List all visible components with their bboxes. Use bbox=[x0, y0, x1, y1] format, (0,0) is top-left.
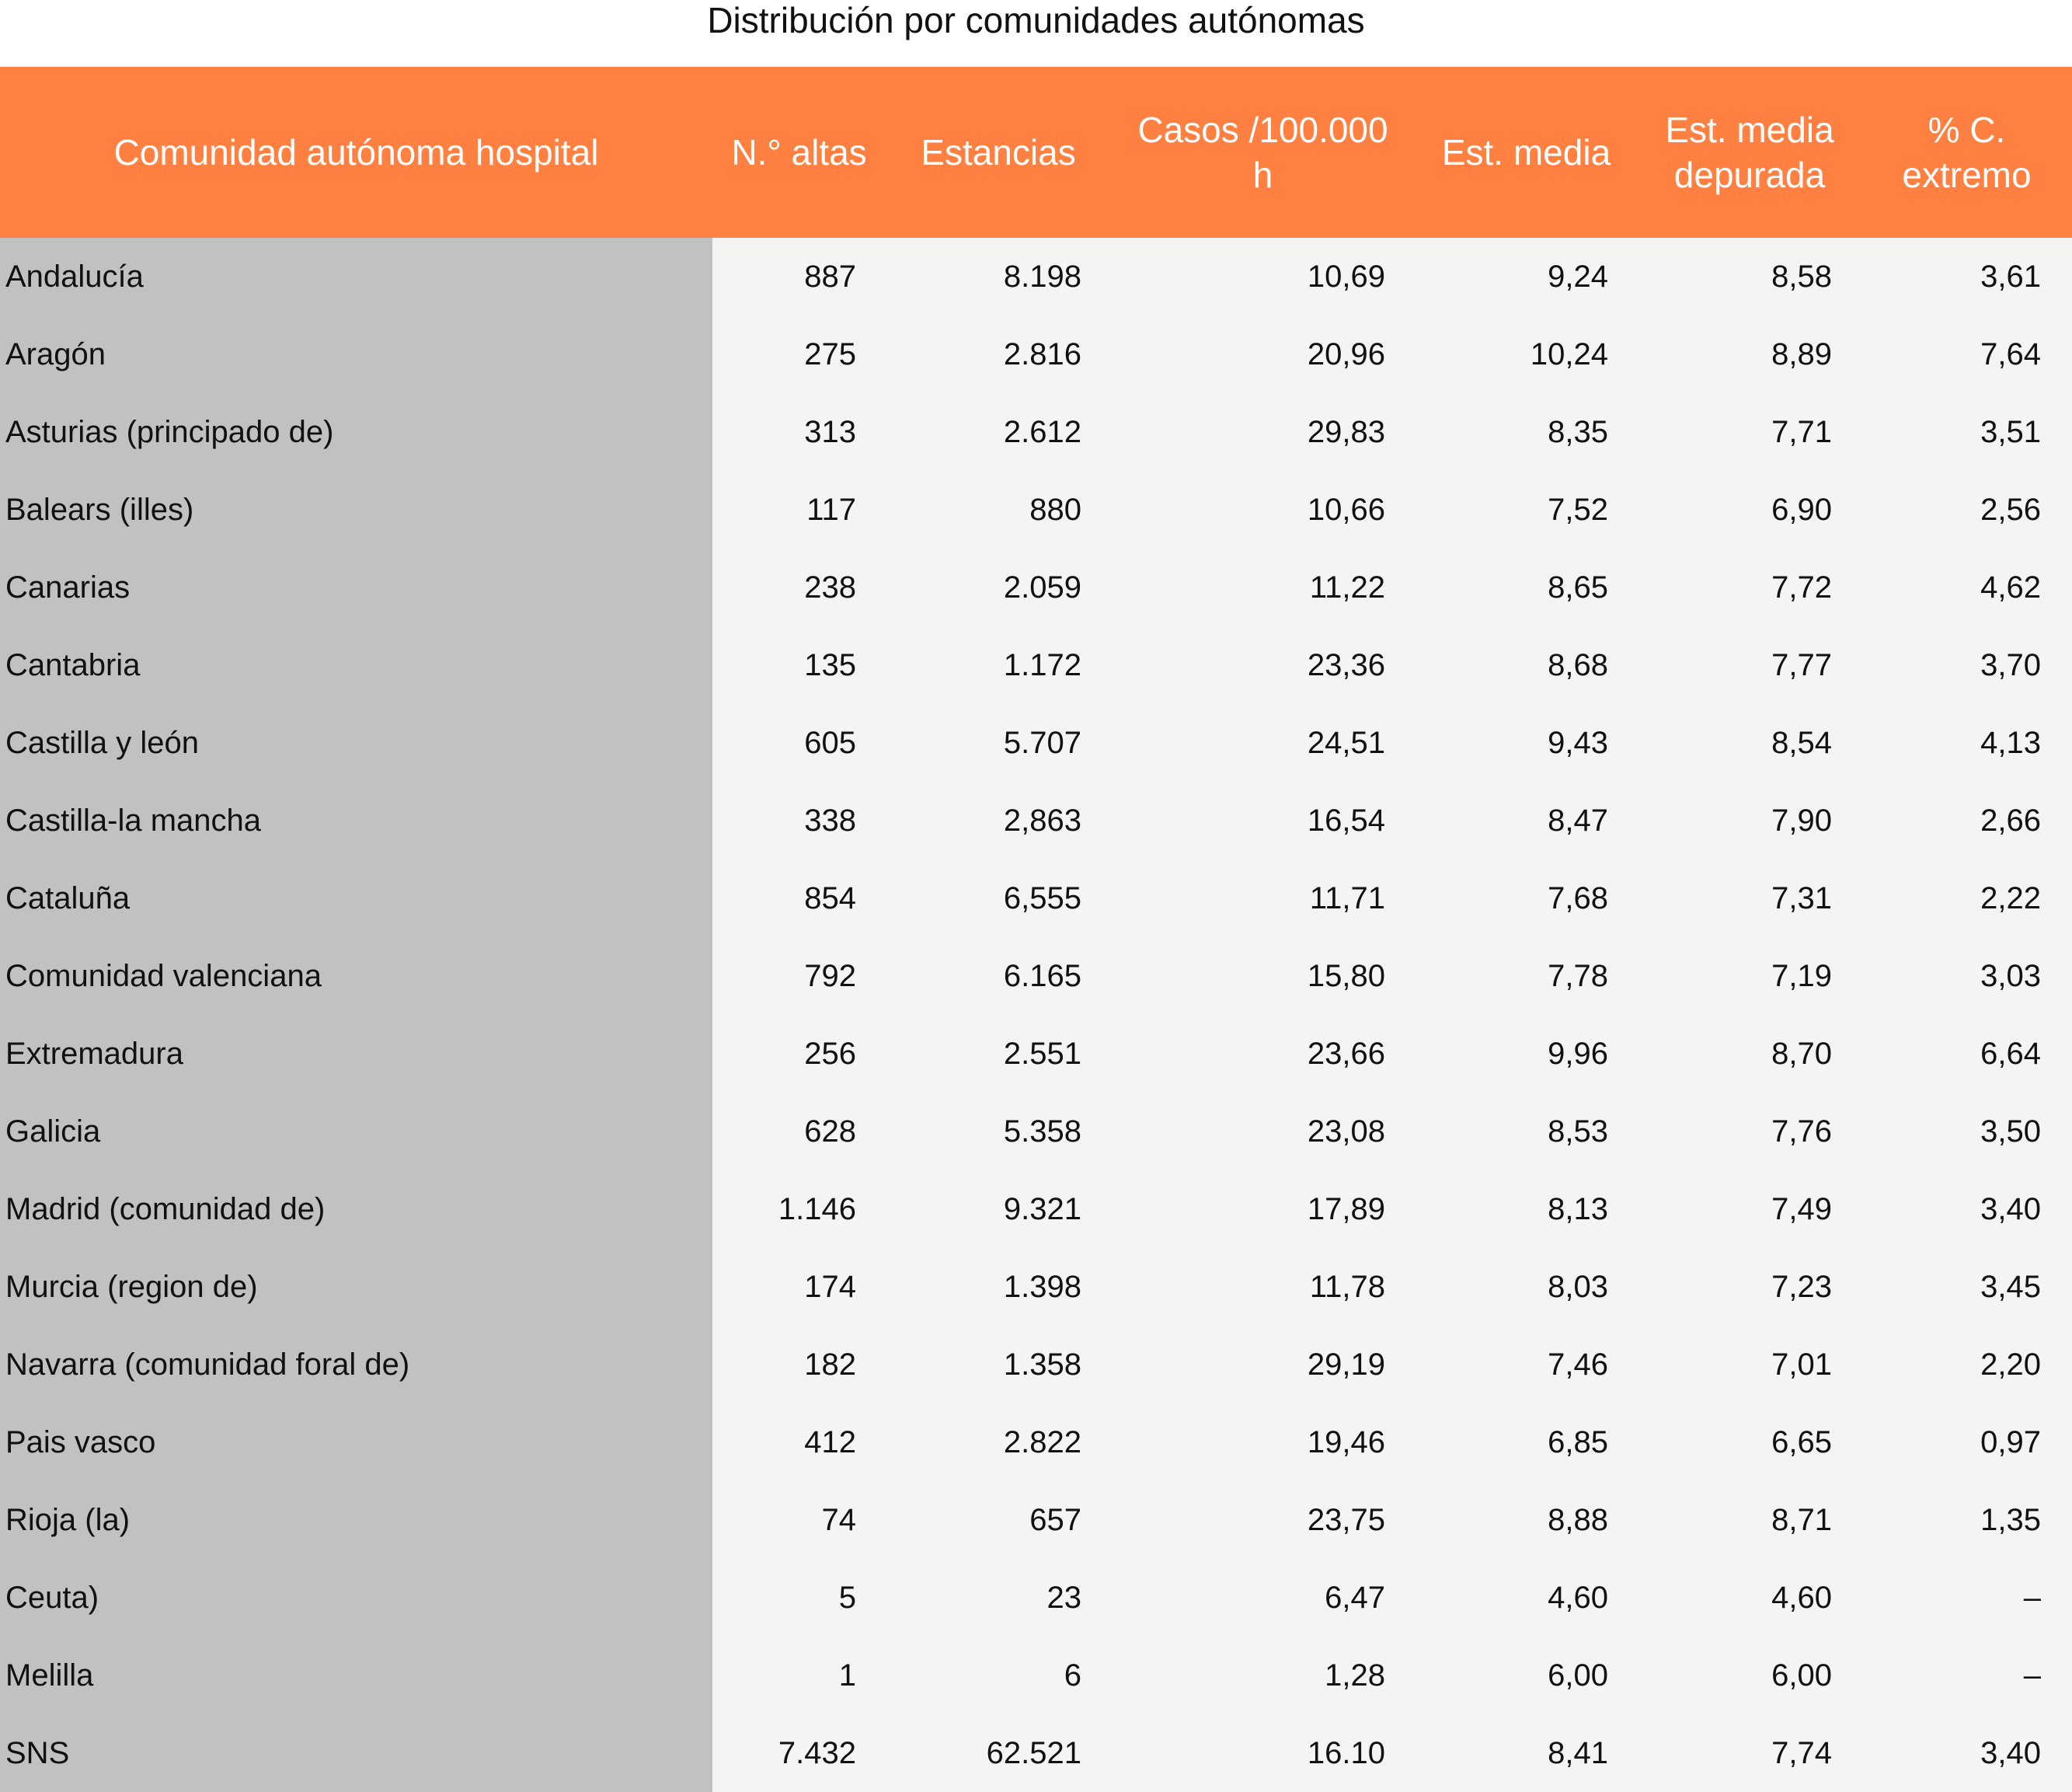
cell-estancias: 1.398 bbox=[886, 1248, 1111, 1326]
cell-casos: 20,96 bbox=[1111, 316, 1415, 393]
cell-estancias: 2.816 bbox=[886, 316, 1111, 393]
cell-region: Castilla y león bbox=[0, 704, 712, 782]
cell-estancias: 23 bbox=[886, 1559, 1111, 1637]
cell-region: Aragón bbox=[0, 316, 712, 393]
cell-altas: 412 bbox=[712, 1403, 886, 1481]
cell-altas: 338 bbox=[712, 782, 886, 859]
cell-region: Canarias bbox=[0, 549, 712, 626]
cell-region: Rioja (la) bbox=[0, 1481, 712, 1559]
table-row bbox=[0, 1637, 2072, 1714]
cell-altas: 854 bbox=[712, 859, 886, 937]
cell-altas: 313 bbox=[712, 393, 886, 471]
cell-est-media: 7,46 bbox=[1415, 1326, 1638, 1403]
cell-estancias: 1.358 bbox=[886, 1326, 1111, 1403]
cell-est-media-depurada: 7,90 bbox=[1638, 782, 1861, 859]
cell-region: Extremadura bbox=[0, 1015, 712, 1093]
table-row bbox=[0, 1093, 2072, 1170]
cell-casos: 23,36 bbox=[1111, 626, 1415, 704]
cell-est-media-depurada: 7,49 bbox=[1638, 1170, 1861, 1248]
cell-casos: 15,80 bbox=[1111, 937, 1415, 1015]
cell-region: Comunidad valenciana bbox=[0, 937, 712, 1015]
table-row bbox=[0, 704, 2072, 782]
cell-estancias: 2.822 bbox=[886, 1403, 1111, 1481]
cell-extremo: 3,50 bbox=[1861, 1093, 2072, 1170]
cell-extremo: 1,35 bbox=[1861, 1481, 2072, 1559]
cell-altas: 605 bbox=[712, 704, 886, 782]
table-row bbox=[0, 1403, 2072, 1481]
cell-est-media: 8,13 bbox=[1415, 1170, 1638, 1248]
table-row bbox=[0, 626, 2072, 704]
table-row bbox=[0, 1248, 2072, 1326]
cell-estancias: 5.707 bbox=[886, 704, 1111, 782]
cell-casos: 23,75 bbox=[1111, 1481, 1415, 1559]
header-extremo: % C. extremo bbox=[1902, 110, 2032, 195]
cell-region: Pais vasco bbox=[0, 1403, 712, 1481]
table-row bbox=[0, 471, 2072, 549]
cell-est-media: 8,47 bbox=[1415, 782, 1638, 859]
cell-region: Cantabria bbox=[0, 626, 712, 704]
cell-est-media: 6,85 bbox=[1415, 1403, 1638, 1481]
cell-extremo: 3,61 bbox=[1861, 238, 2072, 316]
cell-estancias: 2.059 bbox=[886, 549, 1111, 626]
cell-est-media: 7,52 bbox=[1415, 471, 1638, 549]
cell-casos: 29,19 bbox=[1111, 1326, 1415, 1403]
table-row bbox=[0, 1170, 2072, 1248]
cell-altas: 135 bbox=[712, 626, 886, 704]
cell-casos: 11,71 bbox=[1111, 859, 1415, 937]
cell-region: Navarra (comunidad foral de) bbox=[0, 1326, 712, 1403]
cell-estancias: 2.551 bbox=[886, 1015, 1111, 1093]
header-casos: Casos /100.000 h bbox=[1137, 110, 1388, 195]
cell-region: Melilla bbox=[0, 1637, 712, 1714]
cell-casos: 17,89 bbox=[1111, 1170, 1415, 1248]
cell-estancias: 2.612 bbox=[886, 393, 1111, 471]
table-row bbox=[0, 1015, 2072, 1093]
cell-est-media-depurada: 6,90 bbox=[1638, 471, 1861, 549]
cell-est-media-depurada: 6,65 bbox=[1638, 1403, 1861, 1481]
table-row bbox=[0, 1714, 2072, 1792]
cell-est-media-depurada: 8,70 bbox=[1638, 1015, 1861, 1093]
cell-extremo: 3,45 bbox=[1861, 1248, 2072, 1326]
table-row bbox=[0, 1559, 2072, 1637]
cell-est-media: 9,96 bbox=[1415, 1015, 1638, 1093]
cell-est-media: 9,24 bbox=[1415, 238, 1638, 316]
cell-est-media: 9,43 bbox=[1415, 704, 1638, 782]
cell-extremo: 2,56 bbox=[1861, 471, 2072, 549]
cell-altas: 174 bbox=[712, 1248, 886, 1326]
cell-est-media: 7,68 bbox=[1415, 859, 1638, 937]
cell-est-media-depurada: 7,72 bbox=[1638, 549, 1861, 626]
cell-altas: 7.432 bbox=[712, 1714, 886, 1792]
table-row bbox=[0, 393, 2072, 471]
cell-altas: 1.146 bbox=[712, 1170, 886, 1248]
cell-extremo: 3,51 bbox=[1861, 393, 2072, 471]
table-row bbox=[0, 859, 2072, 937]
cell-extremo: 4,62 bbox=[1861, 549, 2072, 626]
table-body bbox=[0, 238, 2072, 1792]
header-altas: N.° altas bbox=[731, 132, 867, 173]
cell-est-media: 8,03 bbox=[1415, 1248, 1638, 1326]
cell-est-media-depurada: 7,23 bbox=[1638, 1248, 1861, 1326]
cell-altas: 256 bbox=[712, 1015, 886, 1093]
table-row bbox=[0, 238, 2072, 316]
cell-altas: 238 bbox=[712, 549, 886, 626]
cell-casos: 23,66 bbox=[1111, 1015, 1415, 1093]
cell-est-media: 8,53 bbox=[1415, 1093, 1638, 1170]
cell-est-media-depurada: 8,54 bbox=[1638, 704, 1861, 782]
cell-est-media-depurada: 7,74 bbox=[1638, 1714, 1861, 1792]
cell-estancias: 6.165 bbox=[886, 937, 1111, 1015]
cell-extremo: – bbox=[1861, 1559, 2072, 1637]
table-row bbox=[0, 316, 2072, 393]
cell-estancias: 1.172 bbox=[886, 626, 1111, 704]
cell-region: Balears (illes) bbox=[0, 471, 712, 549]
cell-extremo: 3,70 bbox=[1861, 626, 2072, 704]
cell-extremo: 2,66 bbox=[1861, 782, 2072, 859]
table-row bbox=[0, 1326, 2072, 1403]
cell-est-media: 8,68 bbox=[1415, 626, 1638, 704]
cell-casos: 24,51 bbox=[1111, 704, 1415, 782]
cell-region: Asturias (principado de) bbox=[0, 393, 712, 471]
cell-est-media-depurada: 6,00 bbox=[1638, 1637, 1861, 1714]
cell-region: Cataluña bbox=[0, 859, 712, 937]
cell-extremo: 0,97 bbox=[1861, 1403, 2072, 1481]
cell-altas: 628 bbox=[712, 1093, 886, 1170]
cell-est-media-depurada: 4,60 bbox=[1638, 1559, 1861, 1637]
cell-est-media: 8,65 bbox=[1415, 549, 1638, 626]
cell-extremo: 7,64 bbox=[1861, 316, 2072, 393]
cell-estancias: 6,555 bbox=[886, 859, 1111, 937]
cell-estancias: 62.521 bbox=[886, 1714, 1111, 1792]
header-estancias: Estancias bbox=[921, 132, 1076, 173]
table-title: Distribución por comunidades autónomas bbox=[707, 0, 1365, 40]
cell-est-media-depurada: 8,58 bbox=[1638, 238, 1861, 316]
cell-extremo: 3,40 bbox=[1861, 1170, 2072, 1248]
cell-estancias: 5.358 bbox=[886, 1093, 1111, 1170]
cell-estancias: 2,863 bbox=[886, 782, 1111, 859]
cell-estancias: 657 bbox=[886, 1481, 1111, 1559]
cell-extremo: 3,03 bbox=[1861, 937, 2072, 1015]
cell-extremo: 2,22 bbox=[1861, 859, 2072, 937]
cell-casos: 16,54 bbox=[1111, 782, 1415, 859]
cell-casos: 11,78 bbox=[1111, 1248, 1415, 1326]
cell-estancias: 8.198 bbox=[886, 238, 1111, 316]
cell-casos: 16.10 bbox=[1111, 1714, 1415, 1792]
cell-extremo: 6,64 bbox=[1861, 1015, 2072, 1093]
cell-region: Galicia bbox=[0, 1093, 712, 1170]
cell-altas: 117 bbox=[712, 471, 886, 549]
cell-altas: 275 bbox=[712, 316, 886, 393]
header-region: Comunidad autónoma hospital bbox=[113, 132, 599, 173]
cell-casos: 10,69 bbox=[1111, 238, 1415, 316]
cell-altas: 74 bbox=[712, 1481, 886, 1559]
cell-region: Madrid (comunidad de) bbox=[0, 1170, 712, 1248]
cell-est-media-depurada: 8,89 bbox=[1638, 316, 1861, 393]
cell-est-media: 8,35 bbox=[1415, 393, 1638, 471]
cell-extremo: 2,20 bbox=[1861, 1326, 2072, 1403]
cell-est-media: 10,24 bbox=[1415, 316, 1638, 393]
cell-extremo: 3,40 bbox=[1861, 1714, 2072, 1792]
cell-region: Andalucía bbox=[0, 238, 712, 316]
cell-est-media: 8,88 bbox=[1415, 1481, 1638, 1559]
cell-altas: 182 bbox=[712, 1326, 886, 1403]
cell-extremo: – bbox=[1861, 1637, 2072, 1714]
cell-estancias: 880 bbox=[886, 471, 1111, 549]
cell-casos: 23,08 bbox=[1111, 1093, 1415, 1170]
cell-casos: 19,46 bbox=[1111, 1403, 1415, 1481]
cell-est-media: 4,60 bbox=[1415, 1559, 1638, 1637]
cell-altas: 792 bbox=[712, 937, 886, 1015]
cell-altas: 1 bbox=[712, 1637, 886, 1714]
cell-est-media-depurada: 7,76 bbox=[1638, 1093, 1861, 1170]
cell-casos: 29,83 bbox=[1111, 393, 1415, 471]
cell-extremo: 4,13 bbox=[1861, 704, 2072, 782]
distribution-table bbox=[0, 67, 2072, 1792]
cell-casos: 10,66 bbox=[1111, 471, 1415, 549]
cell-region: Castilla-la mancha bbox=[0, 782, 712, 859]
cell-est-media: 6,00 bbox=[1415, 1637, 1638, 1714]
cell-est-media-depurada: 7,19 bbox=[1638, 937, 1861, 1015]
header-est-media-depurada: Est. media depurada bbox=[1665, 110, 1834, 195]
cell-altas: 5 bbox=[712, 1559, 886, 1637]
cell-estancias: 9.321 bbox=[886, 1170, 1111, 1248]
cell-est-media-depurada: 8,71 bbox=[1638, 1481, 1861, 1559]
table-row bbox=[0, 782, 2072, 859]
cell-altas: 887 bbox=[712, 238, 886, 316]
table-row bbox=[0, 549, 2072, 626]
cell-region: Murcia (region de) bbox=[0, 1248, 712, 1326]
cell-casos: 6,47 bbox=[1111, 1559, 1415, 1637]
cell-region: SNS bbox=[0, 1714, 712, 1792]
table-row bbox=[0, 1481, 2072, 1559]
header-est-media: Est. media bbox=[1441, 132, 1611, 173]
cell-casos: 11,22 bbox=[1111, 549, 1415, 626]
cell-casos: 1,28 bbox=[1111, 1637, 1415, 1714]
table-row bbox=[0, 937, 2072, 1015]
cell-est-media: 7,78 bbox=[1415, 937, 1638, 1015]
table-header bbox=[0, 67, 2072, 238]
cell-est-media-depurada: 7,01 bbox=[1638, 1326, 1861, 1403]
cell-est-media-depurada: 7,71 bbox=[1638, 393, 1861, 471]
cell-region: Ceuta) bbox=[0, 1559, 712, 1637]
header-row bbox=[0, 67, 2072, 238]
cell-est-media-depurada: 7,77 bbox=[1638, 626, 1861, 704]
cell-est-media-depurada: 7,31 bbox=[1638, 859, 1861, 937]
cell-est-media: 8,41 bbox=[1415, 1714, 1638, 1792]
cell-estancias: 6 bbox=[886, 1637, 1111, 1714]
